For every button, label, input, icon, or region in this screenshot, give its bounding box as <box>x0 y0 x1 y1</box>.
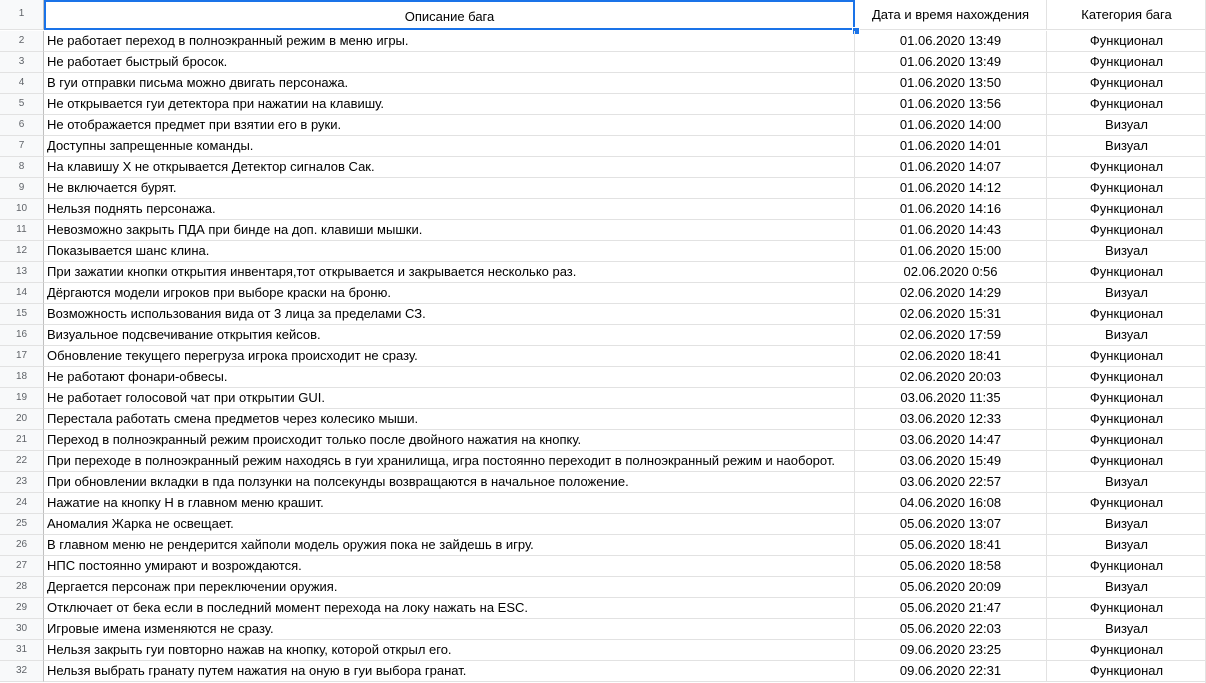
cell-datetime[interactable]: 05.06.2020 20:09 <box>855 577 1047 598</box>
cell-category[interactable]: Функционал <box>1047 556 1206 577</box>
cell-description[interactable]: Визуальное подсвечивание открытия кейсов. <box>44 325 855 346</box>
row-number[interactable]: 13 <box>0 262 44 283</box>
cell-category[interactable]: Функционал <box>1047 430 1206 451</box>
cell-category[interactable]: Функционал <box>1047 199 1206 220</box>
table-row <box>0 178 1206 199</box>
cell-category[interactable]: Функционал <box>1047 388 1206 409</box>
table-row <box>0 556 1206 577</box>
header-cell-category[interactable]: Категория бага <box>1047 0 1206 30</box>
cell-datetime[interactable]: 02.06.2020 20:03 <box>855 367 1047 388</box>
cell-datetime[interactable]: 03.06.2020 22:57 <box>855 472 1047 493</box>
cell-description[interactable]: Не работает переход в полноэкранный режим в меню игры. <box>44 31 855 52</box>
cell-description[interactable]: Нельзя поднять персонажа. <box>44 199 855 220</box>
cell-category[interactable]: Визуал <box>1047 283 1206 304</box>
cell-datetime[interactable]: 03.06.2020 12:33 <box>855 409 1047 430</box>
table-row <box>0 157 1206 178</box>
cell-description[interactable]: При переходе в полноэкранный режим находясь в гуи хранилища, игра постоянно переходит в полноэкранный режим и наоборот. <box>44 451 855 472</box>
cell-category[interactable]: Визуал <box>1047 136 1206 157</box>
row-number[interactable]: 20 <box>0 409 44 430</box>
cell-category[interactable]: Визуал <box>1047 241 1206 262</box>
table-row <box>0 598 1206 619</box>
cell-datetime[interactable]: 09.06.2020 22:31 <box>855 661 1047 682</box>
cell-description[interactable]: Не работает быстрый бросок. <box>44 52 855 73</box>
cell-datetime[interactable]: 01.06.2020 13:49 <box>855 31 1047 52</box>
cell-description[interactable]: Не открывается гуи детектора при нажатии на клавишу. <box>44 94 855 115</box>
table-row <box>0 409 1206 430</box>
row-number[interactable]: 15 <box>0 304 44 325</box>
cell-category[interactable]: Визуал <box>1047 115 1206 136</box>
cell-category[interactable]: Визуал <box>1047 472 1206 493</box>
cell-category[interactable]: Функционал <box>1047 52 1206 73</box>
cell-description[interactable]: Не включается бурят. <box>44 178 855 199</box>
row-number[interactable]: 31 <box>0 640 44 661</box>
cell-description[interactable]: Не отображается предмет при взятии его в руки. <box>44 115 855 136</box>
cell-description[interactable]: НПС постоянно умирают и возрождаются. <box>44 556 855 577</box>
row-number[interactable]: 25 <box>0 514 44 535</box>
cell-description[interactable]: Нельзя закрыть гуи повторно нажав на кнопку, которой открыл его. <box>44 640 855 661</box>
cell-datetime[interactable]: 02.06.2020 15:31 <box>855 304 1047 325</box>
row-number[interactable]: 5 <box>0 94 44 115</box>
table-row <box>0 94 1206 115</box>
cell-datetime[interactable]: 01.06.2020 14:43 <box>855 220 1047 241</box>
cell-datetime[interactable]: 05.06.2020 18:41 <box>855 535 1047 556</box>
row-number[interactable]: 21 <box>0 430 44 451</box>
header-cell-description[interactable]: Описание бага <box>44 0 855 30</box>
cell-datetime[interactable]: 02.06.2020 18:41 <box>855 346 1047 367</box>
table-row <box>0 52 1206 73</box>
row-number[interactable]: 14 <box>0 283 44 304</box>
cell-category[interactable]: Функционал <box>1047 367 1206 388</box>
table-row <box>0 619 1206 640</box>
cell-datetime[interactable]: 01.06.2020 15:00 <box>855 241 1047 262</box>
table-row <box>0 241 1206 262</box>
cell-category[interactable]: Визуал <box>1047 619 1206 640</box>
cell-category[interactable]: Визуал <box>1047 325 1206 346</box>
table-row <box>0 577 1206 598</box>
table-row <box>0 514 1206 535</box>
table-row <box>0 220 1206 241</box>
cell-category[interactable]: Функционал <box>1047 157 1206 178</box>
cell-datetime[interactable]: 01.06.2020 14:12 <box>855 178 1047 199</box>
cell-description[interactable]: Возможность использования вида от 3 лица за пределами СЗ. <box>44 304 855 325</box>
cell-description[interactable]: Переход в полноэкранный режим происходит только после двойного нажатия на кнопку. <box>44 430 855 451</box>
table-row <box>0 73 1206 94</box>
row-number[interactable]: 29 <box>0 598 44 619</box>
cell-category[interactable]: Визуал <box>1047 514 1206 535</box>
row-number[interactable]: 17 <box>0 346 44 367</box>
cell-description[interactable]: При зажатии кнопки открытия инвентаря,тот открывается и закрывается несколько раз. <box>44 262 855 283</box>
cell-description[interactable]: Невозможно закрыть ПДА при бинде на доп. клавиши мышки. <box>44 220 855 241</box>
row-number[interactable]: 10 <box>0 199 44 220</box>
cell-datetime[interactable]: 01.06.2020 13:49 <box>855 52 1047 73</box>
row-number[interactable]: 2 <box>0 31 44 52</box>
row-number[interactable]: 3 <box>0 52 44 73</box>
row-number[interactable]: 1 <box>0 0 44 30</box>
cell-category[interactable]: Функционал <box>1047 451 1206 472</box>
cell-datetime[interactable]: 01.06.2020 13:56 <box>855 94 1047 115</box>
cell-category[interactable]: Функционал <box>1047 661 1206 682</box>
cell-datetime[interactable]: 09.06.2020 23:25 <box>855 640 1047 661</box>
cell-datetime[interactable]: 03.06.2020 14:47 <box>855 430 1047 451</box>
header-cell-datetime[interactable]: Дата и время нахождения <box>855 0 1047 30</box>
cell-description[interactable]: Не работают фонари-обвесы. <box>44 367 855 388</box>
cell-description[interactable]: Игровые имена изменяются не сразу. <box>44 619 855 640</box>
table-row <box>0 283 1206 304</box>
cell-category[interactable]: Функционал <box>1047 493 1206 514</box>
cell-description[interactable]: На клавишу X не открывается Детектор сигналов Сак. <box>44 157 855 178</box>
cell-description[interactable]: Обновление текущего перегруза игрока происходит не сразу. <box>44 346 855 367</box>
cell-category[interactable]: Функционал <box>1047 73 1206 94</box>
row-number[interactable]: 30 <box>0 619 44 640</box>
cell-description[interactable]: Не работает голосовой чат при открытии GUI. <box>44 388 855 409</box>
row-number[interactable]: 11 <box>0 220 44 241</box>
cell-description[interactable]: Дергается персонаж при переключении оружия. <box>44 577 855 598</box>
row-number[interactable]: 16 <box>0 325 44 346</box>
cell-category[interactable]: Визуал <box>1047 577 1206 598</box>
cell-datetime[interactable]: 01.06.2020 13:50 <box>855 73 1047 94</box>
table-row <box>0 661 1206 682</box>
cell-category[interactable]: Функционал <box>1047 640 1206 661</box>
cell-datetime[interactable]: 01.06.2020 14:01 <box>855 136 1047 157</box>
cell-datetime[interactable]: 01.06.2020 14:16 <box>855 199 1047 220</box>
cell-category[interactable]: Функционал <box>1047 178 1206 199</box>
table-row <box>0 325 1206 346</box>
cell-description[interactable]: Отключает от бека если в последний момент перехода на локу нажать на ESC. <box>44 598 855 619</box>
row-number[interactable]: 32 <box>0 661 44 682</box>
row-number[interactable]: 12 <box>0 241 44 262</box>
table-row <box>0 640 1206 661</box>
cell-description[interactable]: Доступны запрещенные команды. <box>44 136 855 157</box>
cell-description[interactable]: Дёргаются модели игроков при выборе краски на броню. <box>44 283 855 304</box>
cell-datetime[interactable]: 05.06.2020 13:07 <box>855 514 1047 535</box>
cell-datetime[interactable]: 03.06.2020 15:49 <box>855 451 1047 472</box>
cell-description[interactable]: Аномалия Жарка не освещает. <box>44 514 855 535</box>
cell-datetime[interactable]: 05.06.2020 21:47 <box>855 598 1047 619</box>
cell-category[interactable]: Функционал <box>1047 346 1206 367</box>
cell-category[interactable]: Функционал <box>1047 598 1206 619</box>
table-row <box>0 367 1206 388</box>
row-number[interactable]: 19 <box>0 388 44 409</box>
cell-description[interactable]: Нажатие на кнопку H в главном меню крашит. <box>44 493 855 514</box>
table-row <box>0 199 1206 220</box>
row-number[interactable]: 4 <box>0 73 44 94</box>
row-number[interactable]: 28 <box>0 577 44 598</box>
header-row <box>0 0 1206 31</box>
cell-datetime[interactable]: 02.06.2020 17:59 <box>855 325 1047 346</box>
row-number[interactable]: 7 <box>0 136 44 157</box>
table-row <box>0 493 1206 514</box>
cell-category[interactable]: Функционал <box>1047 304 1206 325</box>
cell-description[interactable]: Показывается шанс клина. <box>44 241 855 262</box>
table-row <box>0 535 1206 556</box>
row-number[interactable]: 22 <box>0 451 44 472</box>
table-row <box>0 304 1206 325</box>
cell-description[interactable]: При обновлении вкладки в пда ползунки на полсекунды возвращаются в начальное положение. <box>44 472 855 493</box>
cell-category[interactable]: Функционал <box>1047 409 1206 430</box>
cell-category[interactable]: Функционал <box>1047 94 1206 115</box>
row-number[interactable]: 27 <box>0 556 44 577</box>
cell-datetime[interactable]: 05.06.2020 18:58 <box>855 556 1047 577</box>
cell-description[interactable]: Перестала работать смена предметов через колесико мыши. <box>44 409 855 430</box>
cell-category[interactable]: Функционал <box>1047 31 1206 52</box>
table-row <box>0 388 1206 409</box>
row-number[interactable]: 18 <box>0 367 44 388</box>
row-number[interactable]: 26 <box>0 535 44 556</box>
cell-datetime[interactable]: 02.06.2020 14:29 <box>855 283 1047 304</box>
cell-description[interactable]: В главном меню не рендерится хайполи модель оружия пока не зайдешь в игру. <box>44 535 855 556</box>
cell-datetime[interactable]: 05.06.2020 22:03 <box>855 619 1047 640</box>
table-row <box>0 346 1206 367</box>
cell-datetime[interactable]: 03.06.2020 11:35 <box>855 388 1047 409</box>
table-row <box>0 136 1206 157</box>
cell-category[interactable]: Функционал <box>1047 262 1206 283</box>
table-row <box>0 262 1206 283</box>
row-number[interactable]: 23 <box>0 472 44 493</box>
cell-category[interactable]: Функционал <box>1047 220 1206 241</box>
cell-datetime[interactable]: 04.06.2020 16:08 <box>855 493 1047 514</box>
table-row <box>0 472 1206 493</box>
table-row <box>0 115 1206 136</box>
cell-description[interactable]: В гуи отправки письма можно двигать персонажа. <box>44 73 855 94</box>
row-number[interactable]: 6 <box>0 115 44 136</box>
cell-description[interactable]: Нельзя выбрать гранату путем нажатия на оную в гуи выбора гранат. <box>44 661 855 682</box>
cell-category[interactable]: Визуал <box>1047 535 1206 556</box>
cell-datetime[interactable]: 02.06.2020 0:56 <box>855 262 1047 283</box>
table-row <box>0 430 1206 451</box>
cell-datetime[interactable]: 01.06.2020 14:00 <box>855 115 1047 136</box>
cell-datetime[interactable]: 01.06.2020 14:07 <box>855 157 1047 178</box>
table-row <box>0 31 1206 52</box>
table-row <box>0 451 1206 472</box>
row-number[interactable]: 9 <box>0 178 44 199</box>
row-number[interactable]: 8 <box>0 157 44 178</box>
row-number[interactable]: 24 <box>0 493 44 514</box>
